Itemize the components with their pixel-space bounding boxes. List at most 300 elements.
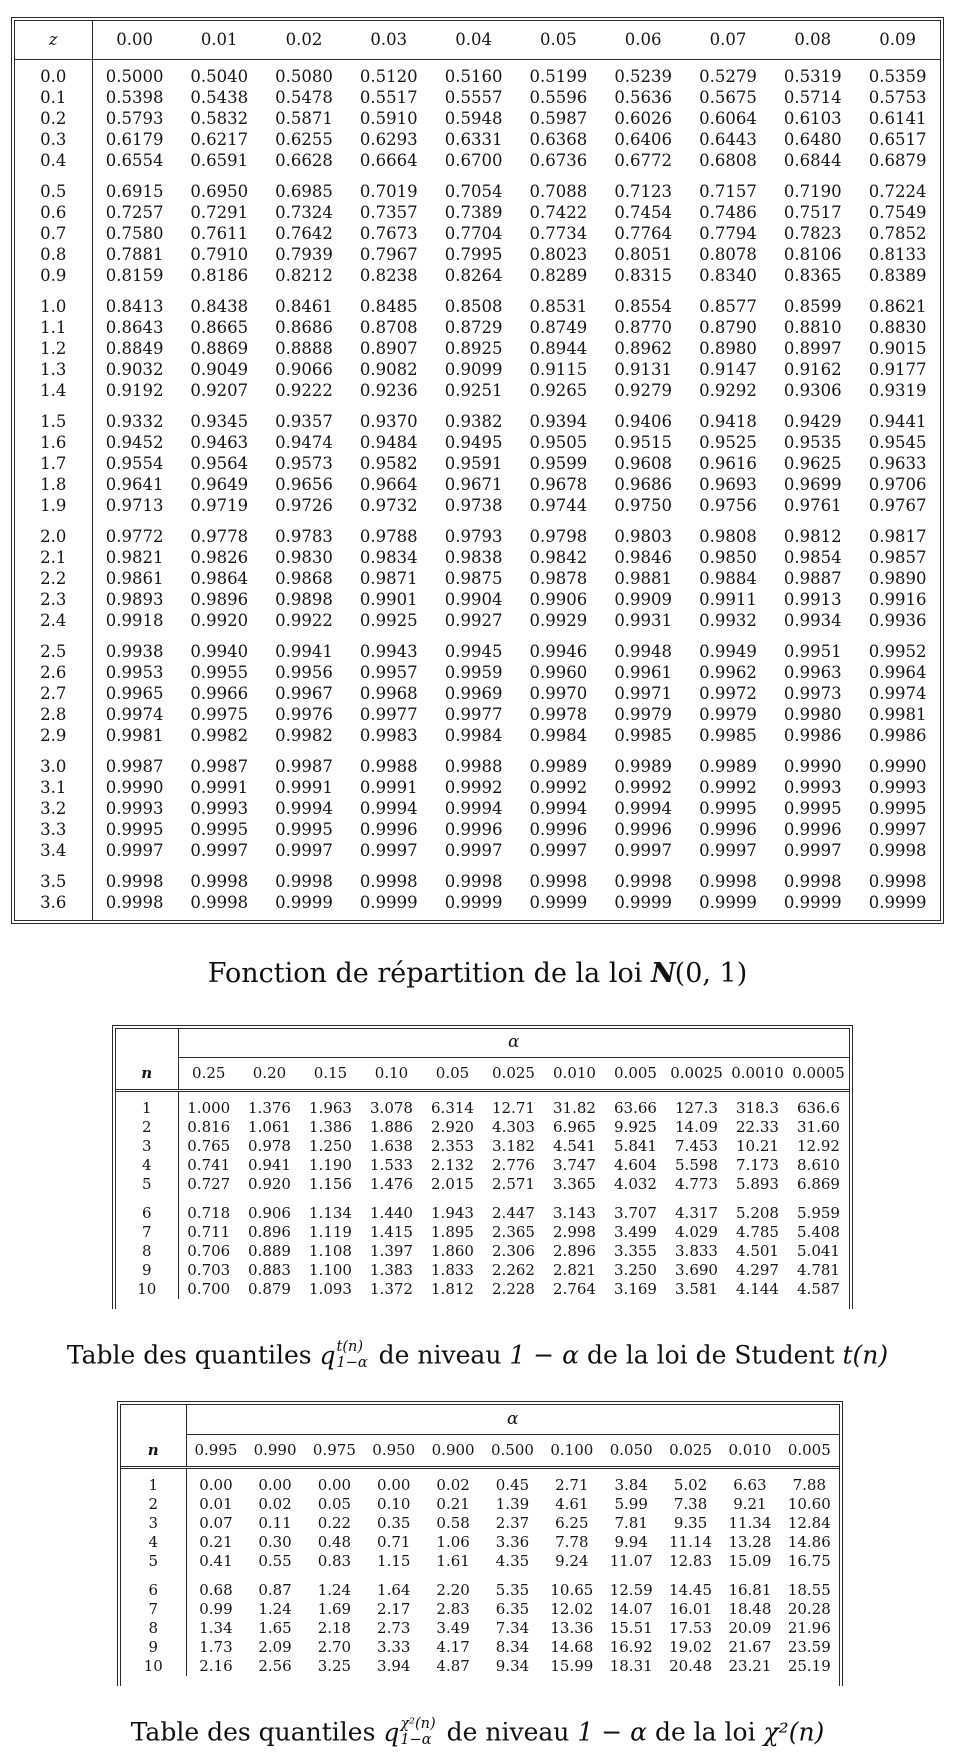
table-cell: 0.9929 [529, 610, 588, 630]
row-label: 1.3 [15, 359, 92, 380]
table-cell: 2.447 [492, 1204, 535, 1222]
table-cell: 2.16 [199, 1656, 233, 1675]
column-header: 0.05 [422, 1058, 483, 1091]
table-cell: 1.833 [431, 1261, 474, 1279]
table-cell: 0.9633 [868, 453, 927, 473]
table-cell: 0.9319 [868, 380, 927, 400]
q-sup-sub [400, 1716, 435, 1748]
table-cell: 18.55 [787, 1580, 831, 1599]
column-header: 0.25 [178, 1058, 239, 1091]
table-cell: 0.6517 [868, 129, 927, 149]
table-cell: 5.041 [797, 1242, 840, 1260]
table-cell: 0.9997 [783, 840, 842, 860]
table-cell: 20.09 [728, 1618, 772, 1637]
table-cell: 0.5596 [529, 87, 588, 107]
row-label: 1.9 [15, 495, 92, 516]
row-label: 2.0 [15, 516, 92, 547]
table-cell: 0.9997 [275, 840, 333, 860]
table-cell: 0.9992 [444, 777, 503, 797]
table-cell: 0.9999 [444, 892, 503, 912]
table-cell: 0.9989 [699, 756, 757, 776]
table-cell: 8.34 [495, 1637, 530, 1656]
table-cell: 0.9032 [105, 359, 164, 379]
table-cell: 12.83 [669, 1551, 713, 1570]
student-quantile-table [112, 1025, 853, 1310]
student-table-grid [116, 1029, 849, 1300]
table-cell: 0.9564 [190, 453, 249, 473]
table-cell: 0.741 [187, 1156, 231, 1174]
table-cell: 0.9535 [783, 432, 842, 452]
table-row [116, 1118, 849, 1137]
row-label: 0.5 [15, 171, 92, 202]
row-label: 10 [121, 1657, 186, 1676]
table-cell: 10.21 [736, 1137, 779, 1155]
table-cell: 0.920 [248, 1175, 291, 1193]
table-cell: 6.314 [431, 1099, 474, 1117]
table-cell: 2.998 [553, 1223, 596, 1241]
table-cell: 0.9993 [783, 777, 842, 797]
table-cell: 0.8238 [359, 265, 418, 285]
table-cell: 0.8810 [783, 317, 842, 337]
table-cell: 0.9616 [699, 453, 757, 473]
table-cell: 0.9953 [105, 662, 164, 682]
table-cell: 31.82 [553, 1099, 596, 1117]
table-cell: 0.9998 [529, 871, 588, 891]
table-cell: 0.6255 [275, 129, 333, 149]
table-cell: 0.9332 [105, 411, 164, 431]
row-label: 1.1 [15, 317, 92, 338]
table-cell: 14.68 [550, 1637, 594, 1656]
table-cell: 0.9573 [275, 453, 333, 473]
q-subscript: 1−α [336, 1355, 368, 1372]
normal-cdf-table-grid [15, 21, 940, 920]
table-cell: 0.8944 [529, 338, 588, 358]
caption-text: de niveau [446, 1717, 570, 1747]
table-cell: 4.773 [675, 1175, 718, 1193]
table-cell: 3.581 [675, 1280, 718, 1298]
table-cell: 0.9625 [783, 453, 842, 473]
table-cell: 0.8531 [529, 296, 588, 316]
table-cell: 0.9484 [359, 432, 418, 452]
column-header: 0.025 [483, 1058, 544, 1091]
table-cell: 0.21 [436, 1494, 470, 1513]
table-cell: 0.9893 [105, 589, 164, 609]
table-cell: 5.02 [673, 1475, 708, 1494]
table-cell: 0.9945 [444, 641, 503, 661]
table-cell: 16.92 [609, 1637, 653, 1656]
table-cell: 0.7454 [614, 202, 673, 222]
table-cell: 0.9994 [444, 798, 503, 818]
column-header: 0.005 [605, 1058, 666, 1091]
table-cell: 0.9671 [444, 474, 503, 494]
column-header: 0.0005 [788, 1058, 849, 1091]
table-cell: 1.895 [431, 1223, 474, 1241]
caption-text: de la loi [654, 1717, 756, 1747]
row-label: 3 [116, 1137, 178, 1156]
table-cell: 0.9995 [275, 819, 333, 839]
table-cell: 0.9979 [614, 704, 673, 724]
table-cell: 10.60 [787, 1494, 831, 1513]
table-cell: 0.9997 [444, 840, 503, 860]
table-cell: 2.353 [431, 1137, 474, 1155]
table-cell: 0.978 [248, 1137, 291, 1155]
alpha-label: α [186, 1405, 839, 1434]
table-cell: 0.9997 [359, 840, 418, 860]
table-cell: 3.36 [495, 1532, 530, 1551]
table-cell: 0.9452 [105, 432, 164, 452]
table-cell: 0.9906 [529, 589, 588, 609]
chi2-table-caption [0, 1716, 955, 1748]
table-cell: 0.9943 [359, 641, 418, 661]
table-cell: 0.9997 [529, 840, 588, 860]
alpha-label: α [178, 1029, 849, 1058]
table-cell: 0.9641 [105, 474, 164, 494]
table-cell: 0.9732 [359, 495, 418, 515]
table-cell: 0.9955 [190, 662, 249, 682]
table-cell: 0.8599 [783, 296, 842, 316]
table-cell: 0.9998 [783, 871, 842, 891]
table-cell: 0.7939 [275, 244, 333, 264]
row-label: 4 [121, 1533, 186, 1552]
row-label: 2.2 [15, 568, 92, 589]
table-cell: 0.9842 [529, 547, 588, 567]
table-row [15, 432, 940, 453]
table-cell: 0.5753 [868, 87, 927, 107]
table-cell: 2.83 [436, 1599, 470, 1618]
row-label: 0.8 [15, 244, 92, 265]
table-row [15, 129, 940, 150]
table-cell: 4.781 [797, 1261, 840, 1279]
column-header: 0.10 [361, 1058, 422, 1091]
table-cell: 0.8289 [529, 265, 588, 285]
table-cell: 0.9357 [275, 411, 333, 431]
table-cell: 0.5279 [699, 66, 757, 86]
table-cell: 0.02 [436, 1475, 470, 1494]
table-cell: 0.9976 [275, 704, 333, 724]
table-cell: 0.10 [377, 1494, 411, 1513]
table-cell: 0.7823 [783, 223, 842, 243]
table-cell: 0.9744 [529, 495, 588, 515]
table-cell: 0.9992 [529, 777, 588, 797]
normal-law-args: (0, 1) [674, 957, 748, 989]
table-cell: 0.9904 [444, 589, 503, 609]
table-cell: 0.9971 [614, 683, 673, 703]
row-label: 1 [116, 1091, 178, 1119]
table-cell: 0.6879 [868, 150, 927, 170]
table-cell: 0.883 [248, 1261, 291, 1279]
table-cell: 0.9898 [275, 589, 333, 609]
table-cell: 0.9991 [275, 777, 333, 797]
table-cell: 0.9306 [783, 380, 842, 400]
table-cell: 0.9966 [190, 683, 249, 703]
row-label: 0.0 [15, 59, 92, 87]
table-cell: 1.812 [431, 1280, 474, 1298]
table-cell: 0.11 [258, 1513, 292, 1532]
column-header: 0.990 [245, 1434, 304, 1467]
table-cell: 0.9994 [614, 798, 673, 818]
table-cell: 0.9911 [699, 589, 757, 609]
student-table-header-row [116, 1058, 849, 1091]
q-sup-sub [337, 1339, 368, 1371]
table-cell: 0.9920 [190, 610, 249, 630]
table-cell: 0.711 [187, 1223, 231, 1241]
table-cell: 0.9998 [275, 871, 333, 891]
table-cell: 22.33 [736, 1118, 779, 1136]
row-label: 6 [116, 1194, 178, 1223]
table-row [15, 631, 940, 662]
table-cell: 0.9988 [359, 756, 418, 776]
table-cell: 5.35 [495, 1580, 530, 1599]
table-cell: 0.9015 [868, 338, 927, 358]
table-cell: 0.9972 [699, 683, 757, 703]
table-cell: 1.000 [187, 1099, 231, 1117]
table-cell: 1.156 [309, 1175, 352, 1193]
table-row [15, 453, 940, 474]
table-cell: 0.8438 [190, 296, 249, 316]
table-cell: 2.365 [492, 1223, 535, 1241]
table-cell: 0.9997 [190, 840, 249, 860]
n-column-header: n [116, 1058, 178, 1091]
caption-text: de niveau [378, 1340, 502, 1370]
table-cell: 0.9977 [444, 704, 503, 724]
empty-corner-cell [116, 1029, 178, 1058]
table-cell: 1.108 [309, 1242, 352, 1260]
table-cell: 0.5080 [275, 66, 333, 86]
table-cell: 5.841 [614, 1137, 657, 1155]
table-row [15, 380, 940, 401]
column-header: 0.00 [92, 21, 177, 59]
table-cell: 0.718 [187, 1204, 231, 1222]
table-cell: 0.7794 [699, 223, 757, 243]
table-cell: 0.8159 [105, 265, 164, 285]
row-label: 3.0 [15, 746, 92, 777]
table-cell: 4.587 [797, 1280, 840, 1298]
table-cell: 12.84 [787, 1513, 831, 1532]
table-cell: 0.9940 [190, 641, 249, 661]
table-cell: 0.9998 [190, 871, 249, 891]
table-cell: 2.71 [555, 1475, 589, 1494]
table-row [15, 861, 940, 892]
table-cell: 0.9251 [444, 380, 503, 400]
table-cell: 0.9959 [444, 662, 503, 682]
table-cell: 0.7324 [275, 202, 333, 222]
table-cell: 12.59 [609, 1580, 653, 1599]
table-cell: 0.9981 [105, 725, 164, 745]
table-cell: 20.28 [787, 1599, 831, 1618]
row-label: 2.1 [15, 547, 92, 568]
table-cell: 0.5199 [529, 66, 588, 86]
table-cell: 0.9838 [444, 547, 503, 567]
table-cell: 0.5359 [868, 66, 927, 86]
table-cell: 0.6331 [444, 129, 503, 149]
table-cell: 0.8413 [105, 296, 164, 316]
table-cell: 0.9998 [868, 871, 927, 891]
table-cell: 0.8869 [190, 338, 249, 358]
table-cell: 9.35 [673, 1513, 708, 1532]
table-cell: 0.8980 [699, 338, 757, 358]
column-header: 0.04 [431, 21, 516, 59]
table-cell: 0.9982 [190, 725, 249, 745]
table-row [15, 359, 940, 380]
table-row [116, 1156, 849, 1175]
table-cell: 0.9997 [105, 840, 164, 860]
table-cell: 0.9999 [359, 892, 418, 912]
column-header: 0.02 [262, 21, 347, 59]
table-cell: 11.14 [669, 1532, 713, 1551]
table-cell: 0.727 [187, 1175, 231, 1193]
table-cell: 0.9948 [614, 641, 673, 661]
table-cell: 0.9495 [444, 432, 503, 452]
table-cell: 0.9846 [614, 547, 673, 567]
table-cell: 7.173 [736, 1156, 779, 1174]
table-row [121, 1657, 839, 1676]
column-header: 0.010 [720, 1434, 779, 1467]
table-cell: 14.45 [669, 1580, 713, 1599]
table-cell: 2.306 [492, 1242, 535, 1260]
table-cell: 1.119 [309, 1223, 352, 1241]
table-row [15, 495, 940, 516]
table-cell: 3.84 [614, 1475, 648, 1494]
table-cell: 0.9995 [699, 798, 757, 818]
table-cell: 0.9999 [614, 892, 673, 912]
column-header: 0.06 [601, 21, 686, 59]
table-cell: 0.9997 [614, 840, 673, 860]
table-cell: 0.9991 [190, 777, 249, 797]
table-cell: 25.19 [787, 1656, 831, 1675]
table-cell: 0.9656 [275, 474, 333, 494]
table-cell: 7.88 [792, 1475, 826, 1494]
table-cell: 0.9990 [783, 756, 842, 776]
table-cell: 1.638 [370, 1137, 413, 1155]
row-label: 0.2 [15, 108, 92, 129]
table-row [15, 840, 940, 861]
table-cell: 0.6026 [614, 108, 673, 128]
caption-text: Table des quantiles [130, 1717, 376, 1747]
row-label: 1.8 [15, 474, 92, 495]
table-cell: 0.9649 [190, 474, 249, 494]
table-cell: 0.8461 [275, 296, 333, 316]
table-cell: 3.169 [614, 1280, 657, 1298]
table-cell: 0.9505 [529, 432, 588, 452]
table-cell: 4.17 [436, 1637, 470, 1656]
table-cell: 0.906 [248, 1204, 291, 1222]
column-header: 0.005 [780, 1434, 839, 1467]
table-cell: 0.5793 [105, 108, 164, 128]
table-cell: 0.9983 [359, 725, 418, 745]
table-cell: 0.58 [436, 1513, 470, 1532]
table-row [116, 1091, 849, 1119]
table-cell: 0.9049 [190, 359, 249, 379]
table-row [15, 892, 940, 920]
table-row [15, 244, 940, 265]
table-cell: 0.706 [187, 1242, 231, 1260]
table-cell: 0.896 [248, 1223, 291, 1241]
table-cell: 0.68 [199, 1580, 233, 1599]
table-cell: 0.9985 [699, 725, 757, 745]
table-cell: 0.9131 [614, 359, 673, 379]
table-cell: 0.00 [377, 1475, 411, 1494]
table-cell: 0.8790 [699, 317, 757, 337]
table-cell: 0.879 [248, 1280, 291, 1298]
table-cell: 0.7054 [444, 181, 503, 201]
q-variable: q [383, 1717, 400, 1747]
quantile-symbol [320, 1339, 371, 1371]
table-cell: 0.9788 [359, 526, 418, 546]
table-cell: 0.6808 [699, 150, 757, 170]
table-cell: 2.228 [492, 1280, 535, 1298]
table-cell: 1.943 [431, 1204, 474, 1222]
table-cell: 0.7852 [868, 223, 927, 243]
q-superscript: t(n) [336, 1339, 364, 1355]
table-cell: 0.7734 [529, 223, 588, 243]
table-cell: 0.700 [187, 1280, 231, 1298]
table-cell: 0.9554 [105, 453, 164, 473]
q-variable: q [319, 1340, 336, 1370]
table-cell: 1.376 [248, 1099, 291, 1117]
table-cell: 0.6628 [275, 150, 333, 170]
table-cell: 0.02 [258, 1494, 292, 1513]
table-cell: 3.078 [370, 1099, 413, 1117]
normal-cdf-table [11, 17, 944, 924]
table-cell: 0.9871 [359, 568, 418, 588]
table-cell: 0.9994 [529, 798, 588, 818]
table-cell: 14.07 [609, 1599, 653, 1618]
chi2-quantile-table [117, 1401, 843, 1686]
table-cell: 0.9719 [190, 495, 249, 515]
table-cell: 0.9861 [105, 568, 164, 588]
table-cell: 0.9986 [783, 725, 842, 745]
table-cell: 0.9678 [529, 474, 588, 494]
table-cell: 0.9996 [444, 819, 503, 839]
table-cell: 1.963 [309, 1099, 352, 1117]
table-row [121, 1514, 839, 1533]
table-cell: 1.386 [309, 1118, 352, 1136]
table-cell: 4.541 [553, 1137, 596, 1155]
table-cell: 0.9429 [783, 411, 842, 431]
row-label: 8 [121, 1619, 186, 1638]
row-label: 0.4 [15, 150, 92, 171]
table-cell: 2.20 [436, 1580, 470, 1599]
column-header: 0.09 [855, 21, 940, 59]
table-row [15, 338, 940, 359]
table-cell: 318.3 [736, 1099, 779, 1117]
table-row [15, 59, 940, 87]
table-cell: 0.9545 [868, 432, 927, 452]
table-cell: 2.571 [492, 1175, 535, 1193]
table-cell: 0.941 [248, 1156, 291, 1174]
table-row [15, 171, 940, 202]
table-cell: 3.25 [317, 1656, 352, 1675]
table-cell: 3.690 [675, 1261, 718, 1279]
chi2-table-header-row [121, 1434, 839, 1467]
table-cell: 0.7422 [529, 202, 588, 222]
table-cell: 0.9525 [699, 432, 757, 452]
table-cell: 0.9981 [868, 704, 927, 724]
table-cell: 0.9993 [190, 798, 249, 818]
table-cell: 0.9761 [783, 495, 842, 515]
table-cell: 5.959 [797, 1204, 840, 1222]
alpha-header-row [116, 1029, 849, 1058]
row-label: 0.7 [15, 223, 92, 244]
table-cell: 0.6480 [783, 129, 842, 149]
table-cell: 0.8186 [190, 265, 249, 285]
table-cell: 0.6554 [105, 150, 164, 170]
table-cell: 0.83 [317, 1551, 352, 1570]
table-cell: 0.9970 [529, 683, 588, 703]
column-header: 0.100 [542, 1434, 601, 1467]
table-cell: 0.9664 [359, 474, 418, 494]
table-row [15, 87, 940, 108]
